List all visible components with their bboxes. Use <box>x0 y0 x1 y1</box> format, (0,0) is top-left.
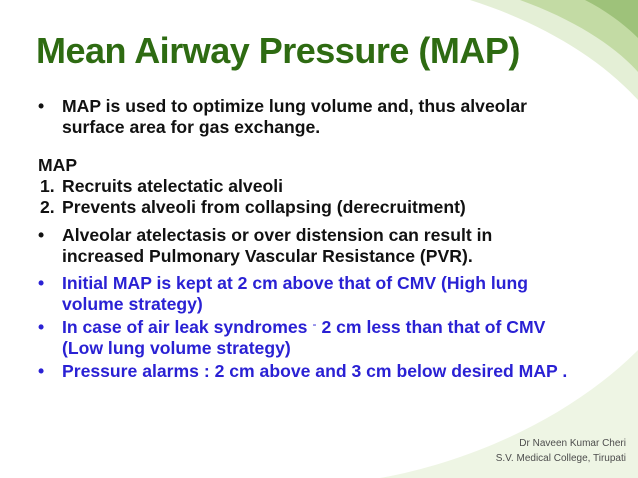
numbered-text: Recruits atelectatic alveoli <box>62 176 284 197</box>
bullet-atelectasis <box>38 225 598 267</box>
bullet-line <box>62 317 598 338</box>
footer-institution: S.V. Medical College, Tirupati <box>495 452 626 464</box>
footer-author: Dr Naveen Kumar Cheri <box>519 438 626 449</box>
air-leak-label: In case of air leak syndromes <box>62 316 308 337</box>
bullet-line: Initial MAP is kept at 2 cm above that of CMV (High lung <box>62 272 528 293</box>
number-marker: 1. <box>40 176 55 197</box>
bullet-map-purpose <box>38 96 598 138</box>
bullet-marker: • <box>38 96 45 116</box>
bullet-line: surface area for gas exchange. <box>62 117 321 138</box>
air-leak-value: 2 cm less than that of CMV <box>321 316 546 337</box>
slide-title: Mean Airway Pressure (MAP) <box>36 30 520 71</box>
slide-footer <box>496 437 626 466</box>
bullet-initial-map <box>38 273 598 315</box>
bullet-marker: • <box>38 224 45 245</box>
map-heading: MAP <box>38 155 78 176</box>
bullet-marker: • <box>38 272 45 293</box>
bullet-line: Alveolar atelectasis or over distension can result in <box>62 224 493 245</box>
number-marker: 2. <box>40 197 55 218</box>
bullet-line: increased Pulmonary Vascular Resistance (PVR). <box>62 245 473 266</box>
bullet-line: (Low lung volume strategy) <box>62 338 291 359</box>
bullet-line: volume strategy) <box>62 293 203 314</box>
bullet-line: MAP is used to optimize lung volume and, thus alveolar <box>62 96 528 116</box>
bullet-air-leak <box>38 317 598 359</box>
bullet-marker: • <box>38 361 45 382</box>
bullet-pressure-alarms <box>38 361 598 382</box>
slide-body <box>38 96 598 382</box>
bullet-line: Pressure alarms : 2 cm above and 3 cm below desired MAP . <box>62 361 568 382</box>
numbered-item-1 <box>38 176 598 197</box>
numbered-item-2 <box>38 197 598 218</box>
bullet-marker: • <box>38 316 45 337</box>
numbered-text: Prevents alveoli from collapsing (derecruitment) <box>62 197 466 218</box>
dash-separator: - <box>312 316 317 331</box>
